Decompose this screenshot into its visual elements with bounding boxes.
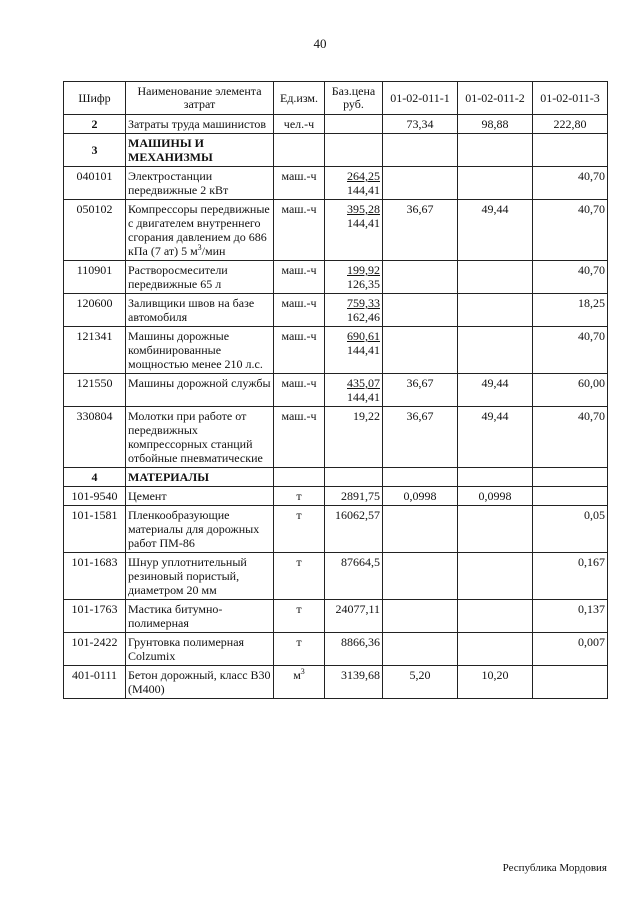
row-name: Мастика битумно-полимерная [126, 600, 274, 633]
row-price-main: 264,25 [347, 169, 380, 183]
row-unit: маш.-ч [274, 327, 325, 374]
row-price: 8866,36 [325, 633, 383, 666]
row-v1 [383, 327, 458, 374]
row-code: 040101 [64, 167, 126, 200]
header-unit: Ед.изм. [274, 82, 325, 115]
row-v2: 10,20 [458, 666, 533, 699]
row-unit: $м^3$ [274, 666, 325, 699]
labor-code: 2 [64, 115, 126, 134]
row-v3: 0,05 [533, 506, 608, 553]
row-code: 101-1763 [64, 600, 126, 633]
row-v2 [458, 327, 533, 374]
table-row [64, 600, 608, 633]
labor-v2: 98,88 [458, 115, 533, 134]
materials-section-num: 4 [64, 468, 126, 487]
row-price [325, 374, 383, 407]
header-code: Шифр [64, 82, 126, 115]
row-price-salary: 144,41 [347, 343, 380, 357]
header-row [64, 82, 608, 115]
row-v3: 0,007 [533, 633, 608, 666]
row-v3 [533, 487, 608, 506]
row-price: 19,22 [325, 407, 383, 468]
row-price-main: 199,92 [347, 263, 380, 277]
row-v1 [383, 167, 458, 200]
row-v2 [458, 294, 533, 327]
row-price: 87664,5 [325, 553, 383, 600]
page-number: 40 [313, 36, 327, 51]
row-price-main: 395,28 [347, 202, 380, 216]
row-v1 [383, 261, 458, 294]
row-unit: т [274, 553, 325, 600]
labor-v1: 73,34 [383, 115, 458, 134]
row-name: Шнур уплотнительный резиновый пористый, диаметром 20 мм [126, 553, 274, 600]
table-row [64, 261, 608, 294]
row-price-salary: 144,41 [347, 183, 380, 197]
row-v2 [458, 600, 533, 633]
materials-section-title: МАТЕРИАЛЫ [126, 468, 274, 487]
header-col3: 01-02-011-3 [533, 82, 608, 115]
row-v3: 18,25 [533, 294, 608, 327]
row-code: 050102 [64, 200, 126, 261]
row-v1 [383, 633, 458, 666]
header-col2: 01-02-011-2 [458, 82, 533, 115]
table-row [64, 200, 608, 261]
row-price [325, 200, 383, 261]
row-code: 110901 [64, 261, 126, 294]
table-row [64, 374, 608, 407]
row-v2 [458, 633, 533, 666]
row-name: Компрессоры передвижные с двигателем внутреннего сгорания давлением до 686 кПа (7 ат) 5 $м^3$/мин [126, 200, 274, 261]
row-v3: 40,70 [533, 261, 608, 294]
row-v3: 0,137 [533, 600, 608, 633]
table-row [64, 327, 608, 374]
row-unit: т [274, 633, 325, 666]
row-code: 101-9540 [64, 487, 126, 506]
row-price-main: 759,33 [347, 296, 380, 310]
row-code: 121341 [64, 327, 126, 374]
table-row [64, 506, 608, 553]
row-unit: т [274, 487, 325, 506]
row-v2 [458, 167, 533, 200]
row-v1: 0,0998 [383, 487, 458, 506]
labor-name: Затраты труда машинистов [126, 115, 274, 134]
header-price: Баз.цена руб. [325, 82, 383, 115]
table-row [64, 294, 608, 327]
row-unit: маш.-ч [274, 407, 325, 468]
row-v3: 40,70 [533, 200, 608, 261]
machines-section-num: 3 [64, 134, 126, 167]
materials-section-row [64, 468, 608, 487]
row-code: 330804 [64, 407, 126, 468]
row-v2: 49,44 [458, 374, 533, 407]
row-v3: 60,00 [533, 374, 608, 407]
row-v1 [383, 294, 458, 327]
row-unit: маш.-ч [274, 200, 325, 261]
row-price-salary: 144,41 [347, 216, 380, 230]
table-row [64, 666, 608, 699]
row-v3: 40,70 [533, 167, 608, 200]
row-code: 121550 [64, 374, 126, 407]
row-price-main: 435,07 [347, 376, 380, 390]
row-name: Машины дорожные комбинированные мощностью менее 210 л.с. [126, 327, 274, 374]
row-code: 120600 [64, 294, 126, 327]
row-v2 [458, 506, 533, 553]
row-v1 [383, 600, 458, 633]
table-row [64, 407, 608, 468]
row-name: Заливщики швов на базе автомобиля [126, 294, 274, 327]
row-v1 [383, 553, 458, 600]
row-price [325, 261, 383, 294]
row-unit: т [274, 600, 325, 633]
row-v3: 40,70 [533, 407, 608, 468]
row-v2: 49,44 [458, 200, 533, 261]
row-name: Молотки при работе от передвижных компрессорных станций отбойные пневматические [126, 407, 274, 468]
machines-section-row [64, 134, 608, 167]
row-v3 [533, 666, 608, 699]
row-v2: 0,0998 [458, 487, 533, 506]
row-code: 101-2422 [64, 633, 126, 666]
labor-row [64, 115, 608, 134]
row-unit: маш.-ч [274, 294, 325, 327]
row-name: Бетон дорожный, класс В30 (М400) [126, 666, 274, 699]
row-code: 101-1581 [64, 506, 126, 553]
header-col1: 01-02-011-1 [383, 82, 458, 115]
row-code: 401-0111 [64, 666, 126, 699]
row-v3: 0,167 [533, 553, 608, 600]
row-name: Электростанции передвижные 2 кВт [126, 167, 274, 200]
row-name: Грунтовка полимерная Colzumix [126, 633, 274, 666]
row-v1: 36,67 [383, 200, 458, 261]
row-name: Цемент [126, 487, 274, 506]
row-price: 16062,57 [325, 506, 383, 553]
labor-unit: чел.-ч [274, 115, 325, 134]
table-row [64, 633, 608, 666]
table-row [64, 487, 608, 506]
row-unit: маш.-ч [274, 167, 325, 200]
row-unit: маш.-ч [274, 374, 325, 407]
row-v1 [383, 506, 458, 553]
row-price [325, 294, 383, 327]
row-unit: т [274, 506, 325, 553]
row-v3: 40,70 [533, 327, 608, 374]
row-price: 3139,68 [325, 666, 383, 699]
row-v2: 49,44 [458, 407, 533, 468]
row-name: Пленкообразующие материалы для дорожных работ ПМ-86 [126, 506, 274, 553]
row-code: 101-1683 [64, 553, 126, 600]
machines-section-title: МАШИНЫ И МЕХАНИЗМЫ [126, 134, 274, 167]
row-price-salary: 126,35 [347, 277, 380, 291]
row-name: Растворосмесители передвижные 65 л [126, 261, 274, 294]
labor-v3: 222,80 [533, 115, 608, 134]
row-price [325, 327, 383, 374]
row-v1: 5,20 [383, 666, 458, 699]
table-row [64, 553, 608, 600]
row-price-salary: 162,46 [347, 310, 380, 324]
row-unit: маш.-ч [274, 261, 325, 294]
row-v1: 36,67 [383, 407, 458, 468]
row-price: 24077,11 [325, 600, 383, 633]
row-v2 [458, 261, 533, 294]
footer-region: Республика Мордовия [502, 862, 607, 874]
row-price-salary: 144,41 [347, 390, 380, 404]
resource-table [63, 81, 608, 699]
row-price: 2891,75 [325, 487, 383, 506]
header-name: Наименование элемента затрат [126, 82, 274, 115]
row-v1: 36,67 [383, 374, 458, 407]
row-price [325, 167, 383, 200]
row-v2 [458, 553, 533, 600]
row-name: Машины дорожной службы [126, 374, 274, 407]
table-row [64, 167, 608, 200]
labor-price [325, 115, 383, 134]
row-price-main: 690,61 [347, 329, 380, 343]
